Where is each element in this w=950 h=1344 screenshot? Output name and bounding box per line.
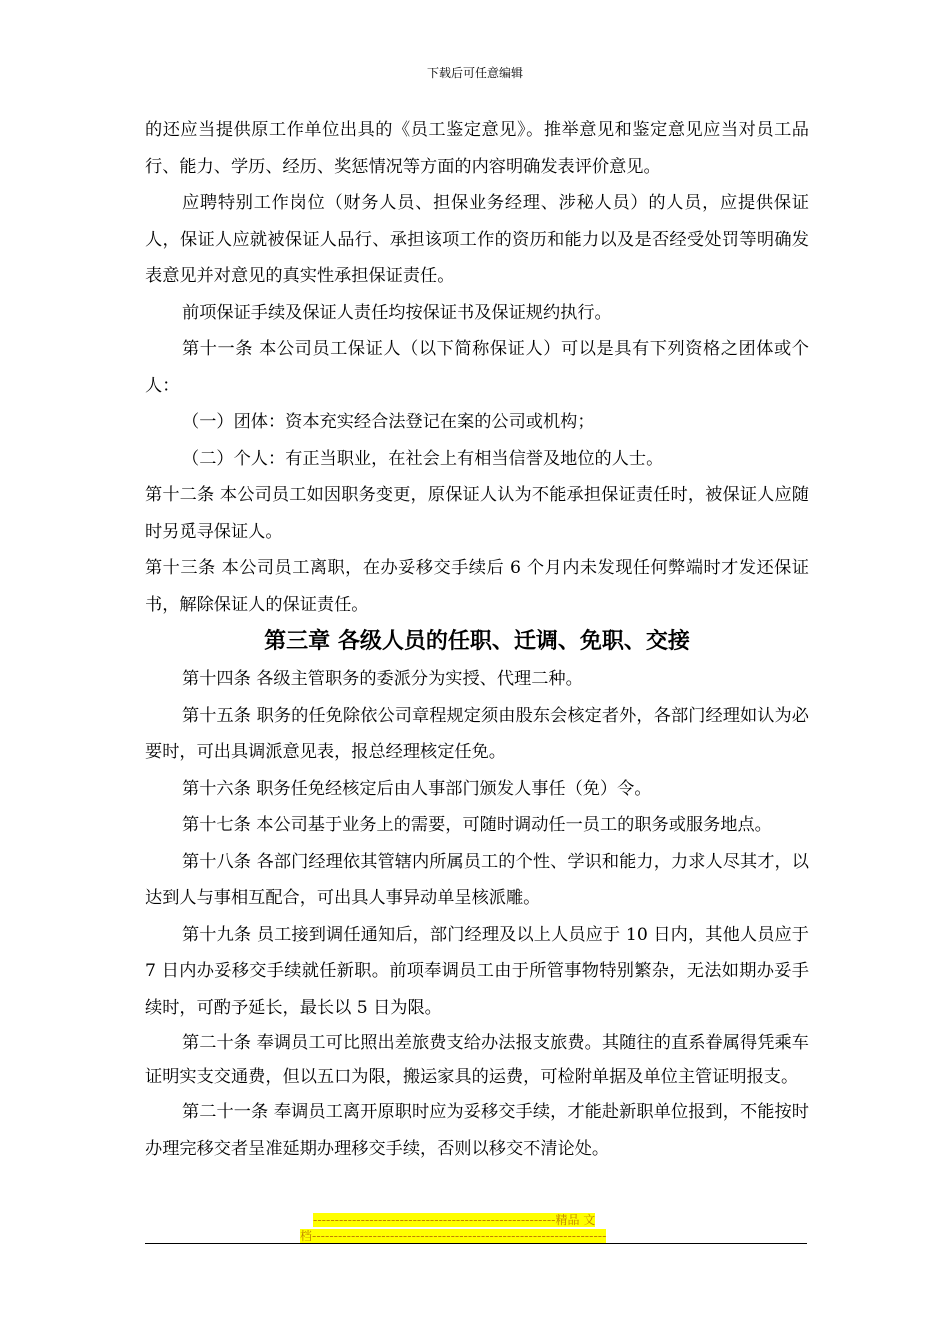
article-11-item-2: （二）个人：有正当职业，在社会上有相当信誉及地位的人士。 [182,448,664,469]
footer-watermark [300,1212,650,1244]
article-11-item-1: （一）团体：资本充实经合法登记在案的公司或机构； [182,412,595,432]
document-body [145,112,809,1167]
page-header: 下载后可任意编辑 [426,66,523,80]
article-12: 第十二条 本公司员工如因职务变更，原保证人认为不能承担保证责任时，被保证人应随时另觅寻保证人。 [145,485,809,542]
article-15: 第十五条 职务的任免除依公司章程规定须由股东会核定者外，各部门经理如认为必要时，可出具调派意见表，报总经理核定任免。 [145,705,809,762]
footer-line-2: 档-------------------------------------------------------------------- [300,1229,607,1243]
footer-line-1: --------------------------------------------------------精品 文 [313,1213,596,1227]
footer-divider [145,1243,807,1244]
article-20: 第二十条 奉调员工可比照出差旅费支给办法报支旅费。其随往的直系眷属得凭乘车证明实支交通费，但以五口为限，搬运家具的运费，可检附单据及单位主管证明报支。 [145,1033,809,1087]
article-19: 第十九条 员工接到调任通知后，部门经理及以上人员应于 10 日内，其他人员应于 7 日内办妥移交手续就任新职。前项奉调员工由于所管事物特别繁杂，无法如期办妥手续时，可酌予延长，最长以 5 日为限。 [145,924,809,1018]
article-11: 第十一条 本公司员工保证人（以下简称保证人）可以是具有下列资格之团体或个人： [145,339,809,396]
paragraph-continuation: 的还应当提供原工作单位出具的《员工鉴定意见》。推举意见和鉴定意见应当对员工品行、能力、学历、经历、奖惩情况等方面的内容明确发表评价意见。 [145,120,809,177]
article-13: 第十三条 本公司员工离职，在办妥移交手续后 6 个月内未发现任何弊端时才发还保证书，解除保证人的保证责任。 [145,558,809,615]
paragraph-guarantor-requirement: 应聘特别工作岗位（财务人员、担保业务经理、涉秘人员）的人员，应提供保证人，保证人应就被保证人品行、承担该项工作的资历和能力以及是否经受处罚等明确发表意见并对意见的真实性承担保证责任。 [145,193,809,286]
article-14: 第十四条 各级主管职务的委派分为实授、代理二种。 [182,669,583,689]
article-21: 第二十一条 奉调员工离开原职时应为妥移交手续，才能赴新职单位报到，不能按时办理完移交者呈准延期办理移交手续，否则以移交不清论处。 [145,1102,809,1159]
article-16: 第十六条 职务任免经核定后由人事部门颁发人事任（免）令。 [182,778,652,799]
paragraph-guarantee-procedure: 前项保证手续及保证人责任均按保证书及保证规约执行。 [182,302,612,323]
article-17: 第十七条 本公司基于业务上的需要，可随时调动任一员工的职务或服务地点。 [182,815,772,835]
article-18: 第十八条 各部门经理依其管辖内所属员工的个性、学识和能力，力求人尽其才，以达到人与事相互配合，可出具人事异动单呈核派雕。 [145,851,809,908]
chapter-title: 第三章 各级人员的任职、迁调、免职、交接 [264,629,690,654]
